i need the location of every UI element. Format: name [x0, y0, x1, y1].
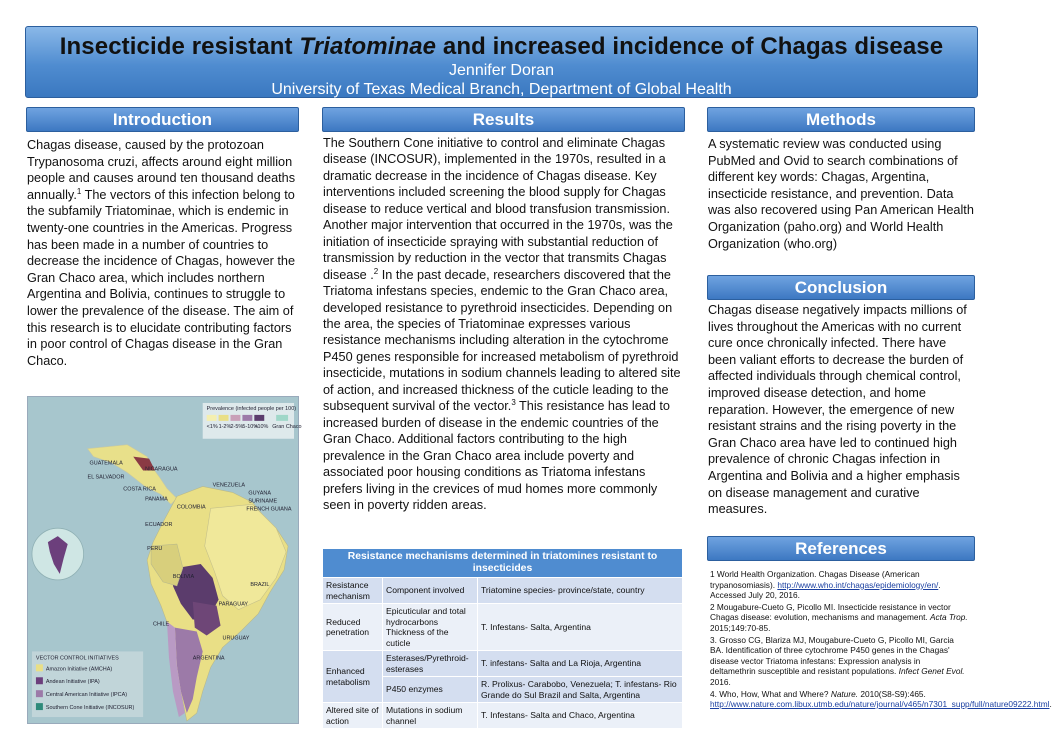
legend-scale-1: <1% — [206, 423, 218, 430]
table-cell: Altered site of action — [323, 703, 383, 729]
initiative-southern-cone: Southern Cone Initiative (INCOSUR) — [45, 705, 135, 712]
legend-title: Prevalence (infected people per 100) — [206, 405, 297, 412]
references-list — [710, 569, 1052, 711]
country-uruguay: URUGUAY — [222, 635, 250, 642]
resistance-table — [322, 548, 683, 729]
country-french-guiana: FRENCH GUIANA — [246, 506, 292, 513]
table-cell: R. Prolixus- Carabobo, Venezuela; T. infestans- Rio Grande do Sul Brazil and Salta, Argentina — [478, 677, 683, 703]
country-suriname: SURINAME — [248, 498, 278, 505]
table-cell: Mutations in sodium channel — [383, 703, 478, 729]
reference-item: 2 Mougabure-Cueto G, Picollo MI. Insecticide resistance in vector Chagas disease: evolution, mechanisms and management. Acta Trop. 2015;149:70-85. — [710, 601, 968, 633]
country-argentina: ARGENTINA — [192, 655, 225, 662]
country-ecuador: ECUADOR — [145, 522, 173, 529]
country-bolivia: BOLIVIA — [172, 573, 195, 580]
chagas-prevalence-map — [27, 396, 302, 724]
table-header-cell: Component involved — [383, 578, 478, 604]
country-venezuela: VENEZUELA — [212, 482, 246, 489]
legend-no-data: Gran Chaco — [272, 423, 302, 430]
country-guyana: GUYANA — [248, 490, 271, 497]
author: Jennifer Doran — [449, 62, 554, 79]
initiative-central-america: Central American Initiative (IPCA) — [45, 692, 128, 699]
table-row — [323, 651, 683, 677]
table-row — [323, 604, 683, 651]
legend-scale-5: >10% — [254, 423, 269, 430]
results-heading: Results — [322, 107, 685, 132]
legend-scale-3: 2-5% — [230, 423, 244, 430]
table-cell: Esterases/Pyrethroid-esterases — [383, 651, 478, 677]
legend-scale-4: 5-10% — [242, 423, 259, 430]
methods-heading: Methods — [707, 107, 975, 132]
reference-item: 3. Grosso CG, Blariza MJ, Mougabure-Cueto G, Picollo MI, Garcia BA. Identification of three cytochrome P450 genes in the Chagas' disease vector Triatoma infestans: Expression analysis in deltamethrin susceptible and resistant populations. Infect Genet Evol. 2016. — [710, 634, 965, 687]
country-colombia: COLOMBIA — [176, 504, 206, 511]
country-costa-rica: COSTA RICA — [123, 486, 156, 493]
table-cell: T. Infestans- Salta, Argentina — [478, 604, 683, 651]
table-header-cell: Resistance mechanism — [323, 578, 383, 604]
table-cell: Reduced penetration — [323, 604, 383, 651]
table-title: Resistance mechanisms determined in triatomines resistant to insecticides — [323, 549, 683, 578]
table-header-row — [323, 578, 683, 604]
affiliation: University of Texas Medical Branch, Department of Global Health — [271, 81, 732, 98]
country-paraguay: PARAGUAY — [218, 601, 249, 608]
results-text: The Southern Cone initiative to control and eliminate Chagas disease (INCOSUR), implemented in the 1970s, resulted in a dramatic decrease in the incidence of Chagas disease. Key interventions included screening the blood supply for Chagas disease to reduce vertical and blood transfusion transmission. Another major intervention that occurred in the 1970s, was the initiation of insecticide spraying with substantial reduction of transmission by reduction in the vector that transmits Chagas disease .$^2$ In the past decade, researchers discovered that the Triatoma infestans species, endemic to the Gran Chaco area, developed resistance to pyrethroid insecticides. Depending on the area, the species of Triatominae expresses various resistance mechanisms including alteration in the cytochrome P450 genes responsible for increased metabolism of pyrethroid insecticide, mutations in sodium channels leading to altered site of action, and increased thickness of the cuticle leading to the subsequent survival of the vector.$^3$ This resistance has lead to increased burden of disease in the endemic countries of the Gran Chaco. Additional factors contributing to the high prevalence in the Gran Chaco area include poverty and associated poor housing conditions as Triatoma infestans prefers living in the crevices of mud homes more commonly seen in poverty ridden areas. — [323, 136, 681, 512]
methods-text: A systematic review was conducted using PubMed and Ovid to search combinations of different key words: Chagas, Argentina, insecticide resistance, and prevention. Data was also recovered using Pan American Health Organization (paho.org) and World Health Organization (who.org) — [708, 137, 974, 251]
country-guatemala: GUATEMALA — [89, 460, 123, 467]
introduction-text: Chagas disease, caused by the protozoan Trypanosoma cruzi, affects around eight million people and causes around ten thousand deaths annually.$^1$ The vectors of this infection belong to the subfamily Triatominae, which is endemic in twenty-one countries in the Americas. Progress has been made in a number of countries to decrease the incidence of Chagas, however the Gran Chaco area, which includes northern Argentina and Bolivia, continues to struggle to lower the prevalence of the disease. The aim of this research is to elucidate contributing factors in poor control of Chagas disease in the Gran Chaco. — [27, 138, 296, 368]
conclusion-heading: Conclusion — [707, 275, 975, 300]
introduction-heading: Introduction — [26, 107, 299, 132]
poster-title: Insecticide resistant Triatominae and increased incidence of Chagas disease — [59, 33, 944, 60]
title-banner — [25, 26, 978, 98]
country-peru: PERU — [147, 546, 163, 553]
initiatives-title: VECTOR CONTROL INITIATIVES — [35, 655, 119, 662]
country-nicaragua: NICARAGUA — [145, 466, 178, 473]
legend-scale-2: 1-2% — [218, 423, 232, 430]
table-cell: Epicuticular and total hydrocarbons Thickness of the cuticle — [383, 604, 478, 651]
conclusion-text: Chagas disease negatively impacts millions of lives throughout the Americas with no current cure once chronically infected. There have been valiant efforts to decrease the burden of affected individuals through chemical control, improved disease detection, and home reparation. However, the emergence of new resistant strains and the rising poverty in the Gran Chaco area have led to continued high prevalence of chronic Chagas infection in Argentina and Bolivia and a higher emphasis on disease management and curative measures. — [708, 303, 967, 517]
reference-item: 1 World Health Organization. Chagas Disease (American trypanosomiasis). http://www.who.int/chagas/epidemiology/en/. Accessed July 20, 2016. — [710, 569, 941, 601]
table-cell: P450 enzymes — [383, 677, 478, 703]
reference-item: 4. Who, How, What and Where? Nature. 2010(S8-S9):465. http://www.nature.com.libux.utmb.edu/nature/journal/v465/n7301_supp/full/nature09222.html. — [710, 688, 1052, 710]
reference-link[interactable]: http://www.who.int/chagas/epidemiology/en/ — [777, 579, 939, 590]
country-chile: CHILE — [153, 621, 170, 628]
reference-link[interactable]: http://www.nature.com.libux.utmb.edu/nature/journal/v465/n7301_supp/full/nature09222.html — [710, 699, 1050, 710]
initiative-andean: Andean Initiative (IPA) — [45, 679, 100, 686]
table-row — [323, 703, 683, 729]
table-cell: Enhanced metabolism — [323, 651, 383, 703]
references-heading: References — [707, 536, 975, 561]
country-el-salvador: EL SALVADOR — [87, 474, 125, 481]
country-brazil: BRAZIL — [250, 581, 270, 588]
country-panama: PANAMA — [145, 496, 168, 503]
initiative-amazon: Amazon Initiative (AMCHA) — [45, 666, 113, 673]
table-header-cell: Triatomine species- province/state, country — [478, 578, 683, 604]
table-cell: T. infestans- Salta and La Rioja, Argentina — [478, 651, 683, 677]
table-cell: T. Infestans- Salta and Chaco, Argentina — [478, 703, 683, 729]
